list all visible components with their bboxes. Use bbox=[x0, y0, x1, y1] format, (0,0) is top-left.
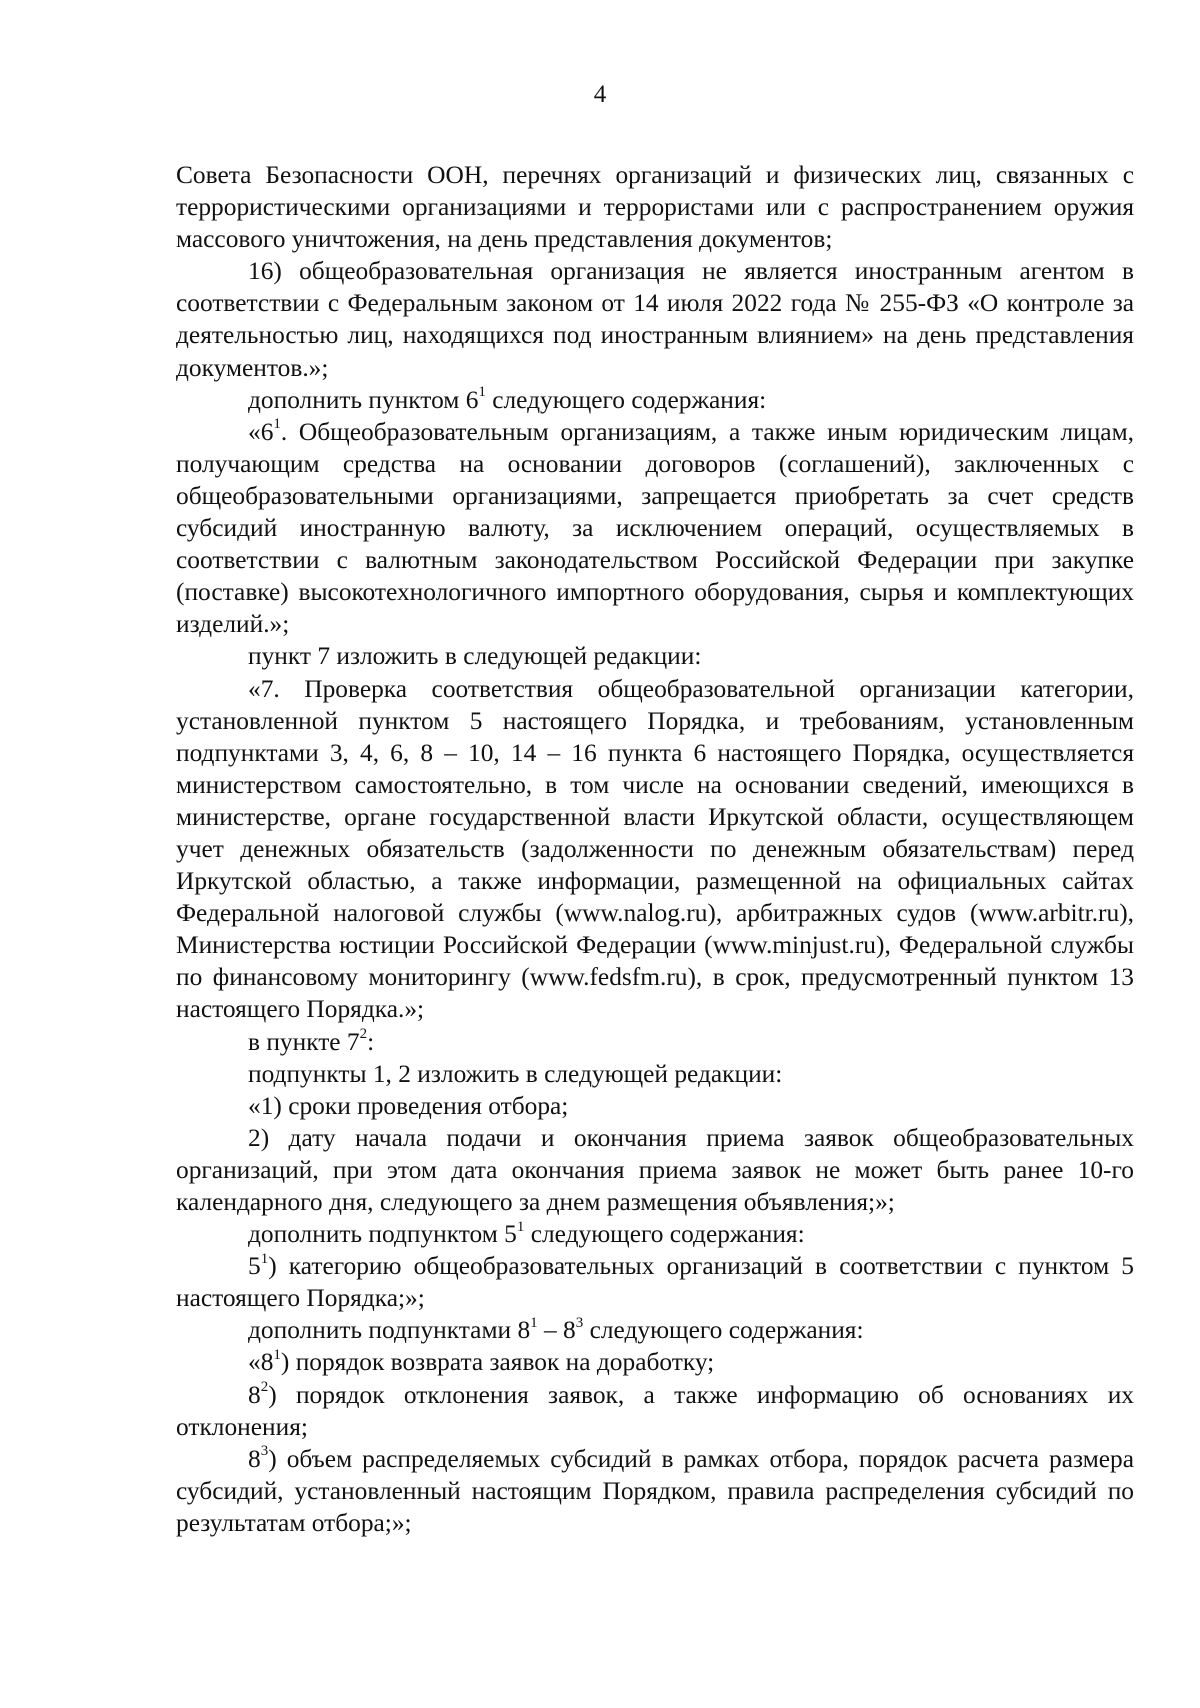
paragraph-text: дополнить подпунктами 8 bbox=[248, 1316, 531, 1345]
paragraph-text: 8 bbox=[248, 1444, 261, 1473]
paragraph-text: следующего содержания: bbox=[583, 1316, 864, 1345]
paragraph-text: дополнить пунктом 6 bbox=[248, 385, 479, 414]
paragraph-text: дополнить подпунктом 5 bbox=[248, 1220, 517, 1249]
paragraph-text: : bbox=[367, 1027, 375, 1056]
paragraph-text: 8 bbox=[248, 1380, 261, 1409]
document-body bbox=[176, 159, 1134, 1539]
paragraph-p3 bbox=[176, 384, 1134, 416]
superscript-index: 1 bbox=[273, 1347, 281, 1363]
paragraph-text: «8 bbox=[248, 1348, 274, 1377]
paragraph-p10 bbox=[176, 1122, 1134, 1218]
paragraph-p9 bbox=[176, 1090, 1134, 1122]
paragraph-text: ) порядок отклонения заявок, а также информацию об основаниях их отклонения; bbox=[176, 1380, 1134, 1441]
superscript-index: 3 bbox=[575, 1314, 584, 1331]
paragraph-text: следующего содержания: bbox=[485, 385, 767, 414]
paragraph-p2 bbox=[176, 255, 1134, 383]
paragraph-p16 bbox=[176, 1443, 1134, 1539]
paragraph-p8 bbox=[176, 1058, 1134, 1090]
paragraph-text: подпункты 1, 2 изложить в следующей редакции: bbox=[248, 1059, 783, 1088]
paragraph-p13 bbox=[176, 1314, 1134, 1346]
superscript-index: 2 bbox=[260, 1379, 269, 1396]
paragraph-text: 2) дату начала подачи и окончания приема заявок общеобразовательных организаций, при этом дата окончания приема заявок не может быть ранее 10-го календарного дня, следующего за днем размещения объявления;»; bbox=[176, 1123, 1134, 1216]
superscript-index: 3 bbox=[260, 1443, 269, 1460]
superscript-index: 2 bbox=[359, 1026, 368, 1043]
paragraph-p14 bbox=[176, 1346, 1134, 1378]
paragraph-p6 bbox=[176, 673, 1134, 1026]
paragraph-text: пункт 7 изложить в следующей редакции: bbox=[248, 642, 702, 671]
page-number: 4 bbox=[593, 81, 607, 108]
paragraph-text: 5 bbox=[248, 1252, 261, 1281]
paragraph-text: «6 bbox=[248, 417, 274, 446]
paragraph-p12 bbox=[176, 1250, 1134, 1314]
superscript-index: 1 bbox=[273, 416, 281, 433]
paragraph-p7 bbox=[176, 1026, 1134, 1058]
paragraph-text: – 8 bbox=[537, 1316, 576, 1345]
paragraph-p1 bbox=[176, 159, 1134, 255]
paragraph-text: ) объем распределяемых субсидий в рамках отбора, порядок расчета размера субсидий, установленный настоящим Порядком, правила распределения субсидий по результатам отбора;»; bbox=[176, 1444, 1134, 1537]
paragraph-p4 bbox=[176, 416, 1134, 641]
superscript-index: 1 bbox=[530, 1314, 538, 1331]
paragraph-p15 bbox=[176, 1379, 1134, 1443]
paragraph-text: «1) сроки проведения отбора; bbox=[248, 1091, 569, 1120]
paragraph-text: следующего содержания: bbox=[524, 1220, 805, 1249]
superscript-index: 1 bbox=[516, 1218, 525, 1235]
paragraph-text: 16) общеобразовательная организация не является иностранным агентом в соответствии с Федеральным законом от 14 июля 2022 года № 255-ФЗ «О контроле за деятельностью лиц, находящихся под иностранным влиянием» на день представления документов.»; bbox=[176, 257, 1134, 382]
paragraph-text: Совета Безопасности ООН, перечнях организаций и физических лиц, связанных с террористическими организациями и террористами или с распространением оружия массового уничтожения, на день представления документов; bbox=[176, 161, 1134, 254]
paragraph-text: в пункте 7 bbox=[248, 1027, 360, 1056]
paragraph-p11 bbox=[176, 1218, 1134, 1250]
paragraph-text: ) категорию общеобразовательных организаций в соответствии с пунктом 5 настоящего Порядка;»; bbox=[176, 1252, 1134, 1313]
superscript-index: 1 bbox=[478, 384, 486, 401]
paragraph-text: «7. Проверка соответствия общеобразовательной организации категории, установленной пунктом 5 настоящего Порядка, и требованиям, установленным подпунктами 3, 4, 6, 8 – 10, 14 – 16 пункта 6 настоящего Порядка, осуществляется министерством самостоятельно, в том числе на основании сведений, имеющихся в министерстве, органе государственной власти Иркутской области, осуществляющем учет денежных обязательств (задолженности по денежным обязательствам) перед Иркутской областью, а также информации, размещенной на официальных сайтах Федеральной налоговой службы (www.nalog.ru), арбитражных судов (www.arbitr.ru), Министерства юстиции Российской Федерации (www.minjust.ru), Федеральной службы по финансовому мониторингу (www.fedsfm.ru), в срок, предусмотренный пунктом 13 настоящего Порядка.»; bbox=[176, 674, 1134, 1024]
paragraph-text: . Общеобразовательным организациям, а также иным юридическим лицам, получающим средства на основании договоров (соглашений), заключенных с общеобразовательными организациями, запрещается приобретать за счет средств субсидий иностранную валюту, за исключением операций, осуществляемых в соответствии с валютным законодательством Российской Федерации при закупке (поставке) высокотехнологичного импортного оборудования, сырья и комплектующих изделий.»; bbox=[176, 417, 1134, 639]
paragraph-text: ) порядок возврата заявок на доработку; bbox=[280, 1348, 715, 1377]
superscript-index: 1 bbox=[260, 1250, 269, 1267]
paragraph-p5 bbox=[176, 640, 1134, 672]
